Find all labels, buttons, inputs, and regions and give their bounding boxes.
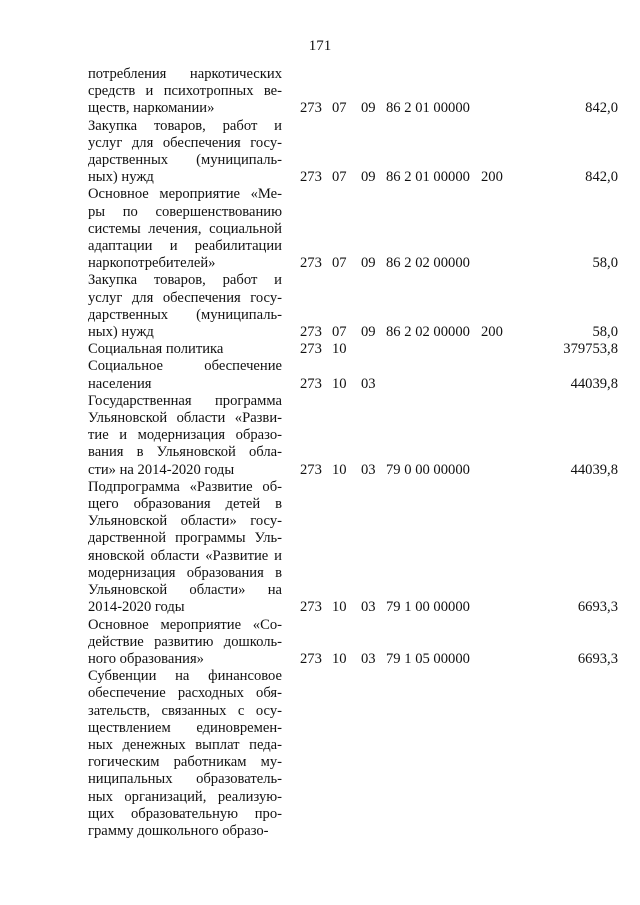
section-code: 10 [332, 599, 347, 616]
section-code: 10 [332, 341, 347, 358]
target-article-code: 86 2 01 00000 [386, 100, 470, 117]
section-code: 10 [332, 375, 347, 392]
department-code: 273 [300, 375, 322, 392]
amount: 842,0 [585, 169, 618, 186]
table-row [0, 393, 640, 479]
row-description: Социальное обеспечение населения [88, 358, 282, 392]
subsection-code: 03 [361, 599, 376, 616]
target-article-code: 79 1 05 00000 [386, 650, 470, 667]
section-code: 10 [332, 461, 347, 478]
section-code: 07 [332, 255, 347, 272]
row-description: потребления наркотических средств и психотропных ве- ществ, наркомании» [88, 66, 282, 117]
department-code: 273 [300, 650, 322, 667]
table-row [0, 617, 640, 669]
row-description: Социальная политика [88, 341, 224, 358]
subsection-code: 09 [361, 324, 376, 341]
department-code: 273 [300, 461, 322, 478]
subsection-code: 03 [361, 650, 376, 667]
table-row [0, 479, 640, 617]
row-description: Подпрограмма «Развитие об- щего образования детей в Ульяновской области» госу- дарственной программы Уль- яновской области «Развитие и модернизация образования в Ульяновской области» на 2014-2020 годы [88, 478, 282, 616]
subsection-code: 09 [361, 255, 376, 272]
section-code: 07 [332, 324, 347, 341]
table-row [0, 186, 640, 272]
amount: 379753,8 [563, 341, 618, 358]
row-description: Основное мероприятие «Ме- ры по совершенствованию системы лечения, социальной адаптации и реабилитации наркопотребителей» [88, 186, 282, 272]
table-row [0, 272, 640, 341]
subsection-code: 03 [361, 461, 376, 478]
subsection-code: 03 [361, 375, 376, 392]
section-code: 07 [332, 100, 347, 117]
row-description: Основное мероприятие «Со- действие развитию дошколь- ного образования» [88, 616, 282, 667]
amount: 6693,3 [577, 650, 618, 667]
expense-type-code: 200 [481, 324, 503, 341]
department-code: 273 [300, 341, 322, 358]
amount: 58,0 [592, 324, 618, 341]
table-row [0, 668, 640, 840]
subsection-code: 09 [361, 100, 376, 117]
target-article-code: 86 2 02 00000 [386, 255, 470, 272]
target-article-code: 86 2 01 00000 [386, 169, 470, 186]
department-code: 273 [300, 599, 322, 616]
amount: 842,0 [585, 100, 618, 117]
budget-table [0, 66, 640, 840]
amount: 44039,8 [570, 461, 618, 478]
table-row [0, 66, 640, 118]
section-code: 10 [332, 650, 347, 667]
table-row [0, 358, 640, 392]
row-description: Субвенции на финансовое обеспечение расходных обя- зательств, связанных с осу- ществлением единовремен- ных денежных выплат педа- гогическим работникам му- ниципальных образователь- ных организаций, реализую- щих образовательную про- грамму дошкольного образо- [88, 668, 282, 839]
subsection-code: 09 [361, 169, 376, 186]
table-row [0, 118, 640, 187]
department-code: 273 [300, 255, 322, 272]
amount: 58,0 [592, 255, 618, 272]
row-description: Государственная программа Ульяновской области «Разви- тие и модернизация образо- вания в Ульяновской обла- сти» на 2014-2020 годы [88, 392, 282, 478]
department-code: 273 [300, 100, 322, 117]
amount: 44039,8 [570, 375, 618, 392]
row-description: Закупка товаров, работ и услуг для обеспечения госу- дарственных (муниципаль- ных) нужд [88, 272, 282, 341]
expense-type-code: 200 [481, 169, 503, 186]
section-code: 07 [332, 169, 347, 186]
row-description: Закупка товаров, работ и услуг для обеспечения госу- дарственных (муниципаль- ных) нужд [88, 117, 282, 186]
department-code: 273 [300, 169, 322, 186]
page-number: 171 [308, 38, 332, 54]
target-article-code: 79 0 00 00000 [386, 461, 470, 478]
amount: 6693,3 [577, 599, 618, 616]
target-article-code: 86 2 02 00000 [386, 324, 470, 341]
department-code: 273 [300, 324, 322, 341]
target-article-code: 79 1 00 00000 [386, 599, 470, 616]
table-row [0, 341, 640, 358]
